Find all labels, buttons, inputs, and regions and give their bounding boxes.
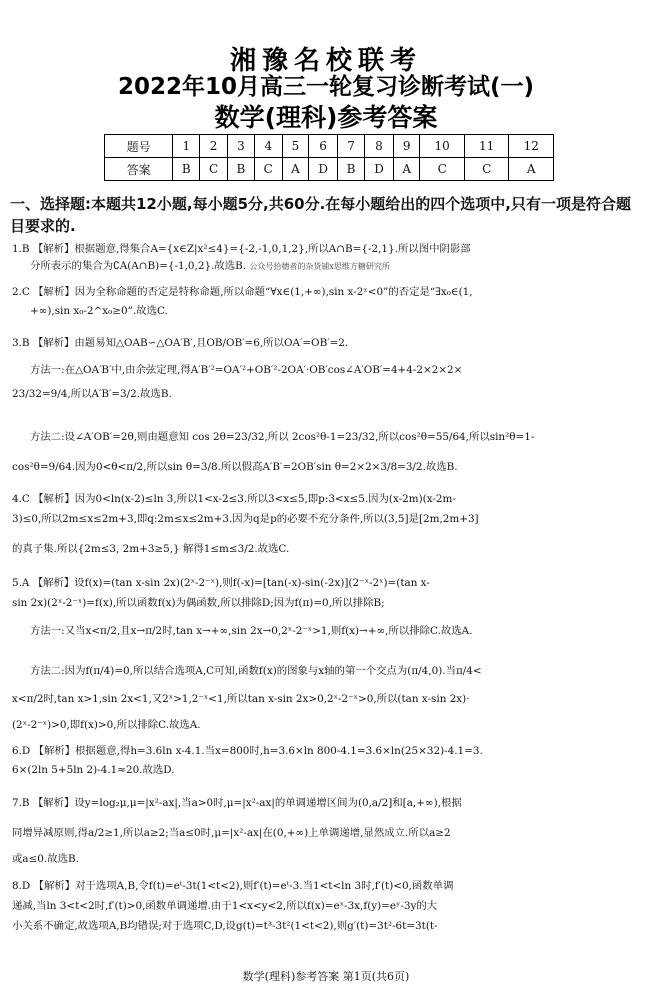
- solution-line: (2ˣ-2⁻ˣ)>0,即f(x)>0,所以排除C.故选A.: [12, 719, 201, 731]
- answer-table: [104, 134, 554, 181]
- answer-cell: C: [420, 158, 464, 181]
- solution-line: 8.D 【解析】对于选项A,B,令f(t)=eᵗ-3t(1<t<2),则f′(t)=eᵗ-3.当1<t<ln 3时,f′(t)<0,函数单调: [12, 880, 454, 892]
- question-number: 1: [173, 135, 200, 158]
- question-number: 2: [200, 135, 228, 158]
- answer-key-title: 数学(理科)参考答案: [214, 103, 438, 132]
- solution-line: 6×(2ln 5+5ln 2)-4.1≈20.故选D.: [12, 764, 175, 776]
- solution-line: 递减,当ln 3<t<2时,f′(t)>0,函数单调递增.由于1<x<y<2,所以f(x)=eˣ-3x,f(y)=eʸ-3y的大: [12, 900, 438, 912]
- question-number: 4: [254, 135, 282, 158]
- solution-line: 2.C 【解析】因为全称命题的否定是特称命题,所以命题“∀x∈(1,+∞),sin x-2ˣ<0”的否定是“∃x₀∈(1,: [12, 286, 473, 298]
- solution-line: 7.B 【解析】设y=log₂μ,μ=|x²-ax|,当a>0时,μ=|x²-ax|的单调递增区间为(0,a/2]和[a,+∞),根据: [12, 797, 462, 809]
- solution-line: sin 2x)(2ˣ-2⁻ˣ)=f(x),所以函数f(x)为偶函数,所以排除D;因为f(π)=0,所以排除B;: [12, 597, 385, 609]
- question-number: 7: [338, 135, 365, 158]
- solution-line: 23/32=9/4,所以A′B′=3/2.故选B.: [12, 388, 172, 400]
- table-label-answer: 答案: [105, 158, 173, 181]
- solution-line: 3.B 【解析】由题易知△OAB∽△OA′B′,且OB/OB′=6,所以OA′=OB′=2.: [12, 337, 349, 349]
- solution-line: 4.C 【解析】因为0<ln(x-2)≤ln 3,所以1<x-2≤3.所以3<x≤5,即p:3<x≤5.因为(x-2m)(x-2m-: [12, 493, 456, 505]
- watermark-text: 公众号拾穗者的杂货铺x思维方糖研究所: [249, 262, 390, 271]
- solution-line: 的真子集.所以{2m≤3, 2m+3≥5,} 解得1≤m≤3/2.故选C.: [12, 543, 290, 555]
- solution-line: [30, 259, 642, 274]
- solution-line: 6.D 【解析】根据题意,得h=3.6ln x-4.1.当x=800时,h=3.6×ln 800-4.1=3.6×ln(25×32)-4.1=3.: [12, 745, 483, 757]
- answer-cell: C: [464, 158, 508, 181]
- exam-org-title: 湘豫名校联考: [229, 46, 422, 76]
- solution-line-text: 分所表示的集合为∁A(A∩B)={-1,0,2}.故选B.: [30, 260, 247, 272]
- question-number: 6: [309, 135, 338, 158]
- solution-line: 方法一:在△OA′B′中,由余弦定理,得A′B′²=OA′²+OB′²-2OA′·OB′cos∠A′OB′=4+4-2×2×2×: [30, 364, 463, 376]
- solution-line: +∞),sin x₀-2^x₀≥0”.故选C.: [30, 305, 168, 317]
- question-number: 12: [509, 135, 554, 158]
- answer-cell: B: [173, 158, 200, 181]
- solution-line: 1.B 【解析】根据题意,得集合A={x∈Z|x²≤4}={-2,-1,0,1,2},所以A∩B={-2,1}.所以图中阴影部: [12, 243, 471, 255]
- section-heading: 一、选择题:本题共12小题,每小题5分,共60分.在每小题给出的四个选项中,只有一项是符合题目要求的.: [10, 195, 631, 235]
- answer-table-answer-row: [105, 158, 554, 181]
- solution-line: cos²θ=9/64.因为0<θ<π/2,所以sin θ=3/8.所以假高A′B′=2OB′sin θ=2×2×3/8=3/2.故选B.: [12, 461, 458, 473]
- solution-line: 5.A 【解析】设f(x)=(tan x-sin 2x)(2ˣ-2⁻ˣ),则f(-x)=[tan(-x)-sin(-2x)](2⁻ˣ-2ˣ)=(tan x-: [12, 577, 430, 589]
- answer-cell: A: [282, 158, 308, 181]
- answer-cell: A: [394, 158, 420, 181]
- question-number: 10: [420, 135, 464, 158]
- solution-line: 方法二:设∠A′OB′=2θ,则由题意知 cos 2θ=23/32,所以 2cos²θ-1=23/32,所以cos²θ=55/64,所以sin²θ=1-: [30, 431, 535, 443]
- solution-line: 或a≤0.故选B.: [12, 853, 79, 865]
- answer-cell: A: [509, 158, 554, 181]
- question-number: 3: [228, 135, 255, 158]
- answer-cell: D: [309, 158, 338, 181]
- question-number: 5: [282, 135, 308, 158]
- answer-cell: B: [338, 158, 365, 181]
- exam-name-title: 2022年10月高三一轮复习诊断考试(一): [117, 74, 535, 100]
- solution-line: 方法一:又当x<π/2,且x→π/2时,tan x→+∞,sin 2x→0,2ˣ-2⁻ˣ>1,则f(x)→+∞,所以排除C.故选A.: [30, 625, 473, 637]
- answer-table-number-row: [105, 135, 554, 158]
- question-number: 11: [464, 135, 508, 158]
- question-number: 8: [364, 135, 393, 158]
- question-number: 9: [394, 135, 420, 158]
- solution-line: 方法二:因为f(π/4)=0,所以结合选项A,C可知,函数f(x)的图象与x轴的第一个交点为(π/4,0).当π/4<: [30, 665, 482, 677]
- table-label-number: 题号: [105, 135, 173, 158]
- solution-line: 同增异减原则,得a/2≥1,所以a≥2;当a≤0时,μ=|x²-ax|在(0,+∞)上单调递增,显然成立.所以a≥2: [12, 827, 451, 839]
- page-footer: 数学(理科)参考答案 第1页(共6页): [242, 970, 410, 983]
- solution-line: x<π/2时,tan x>1,sin 2x<1,又2ˣ>1,2⁻ˣ<1,所以tan x-sin 2x>0,2ˣ-2⁻ˣ>0,所以(tan x-sin 2x)·: [12, 693, 470, 705]
- answer-cell: B: [228, 158, 255, 181]
- solution-line: 3)≤0,所以2m≤x≤2m+3,即q:2m≤x≤2m+3.因为q是p的必要不充分条件,所以(3,5]是[2m,2m+3]: [12, 513, 479, 525]
- solution-line: 小关系不确定,故选项A,B均错误;对于选项C,D,设g(t)=t³-3t²(1<t<2),则g′(t)=3t²-6t=3t(t-: [12, 920, 438, 932]
- answer-cell: D: [364, 158, 393, 181]
- answer-cell: C: [200, 158, 228, 181]
- answer-cell: C: [254, 158, 282, 181]
